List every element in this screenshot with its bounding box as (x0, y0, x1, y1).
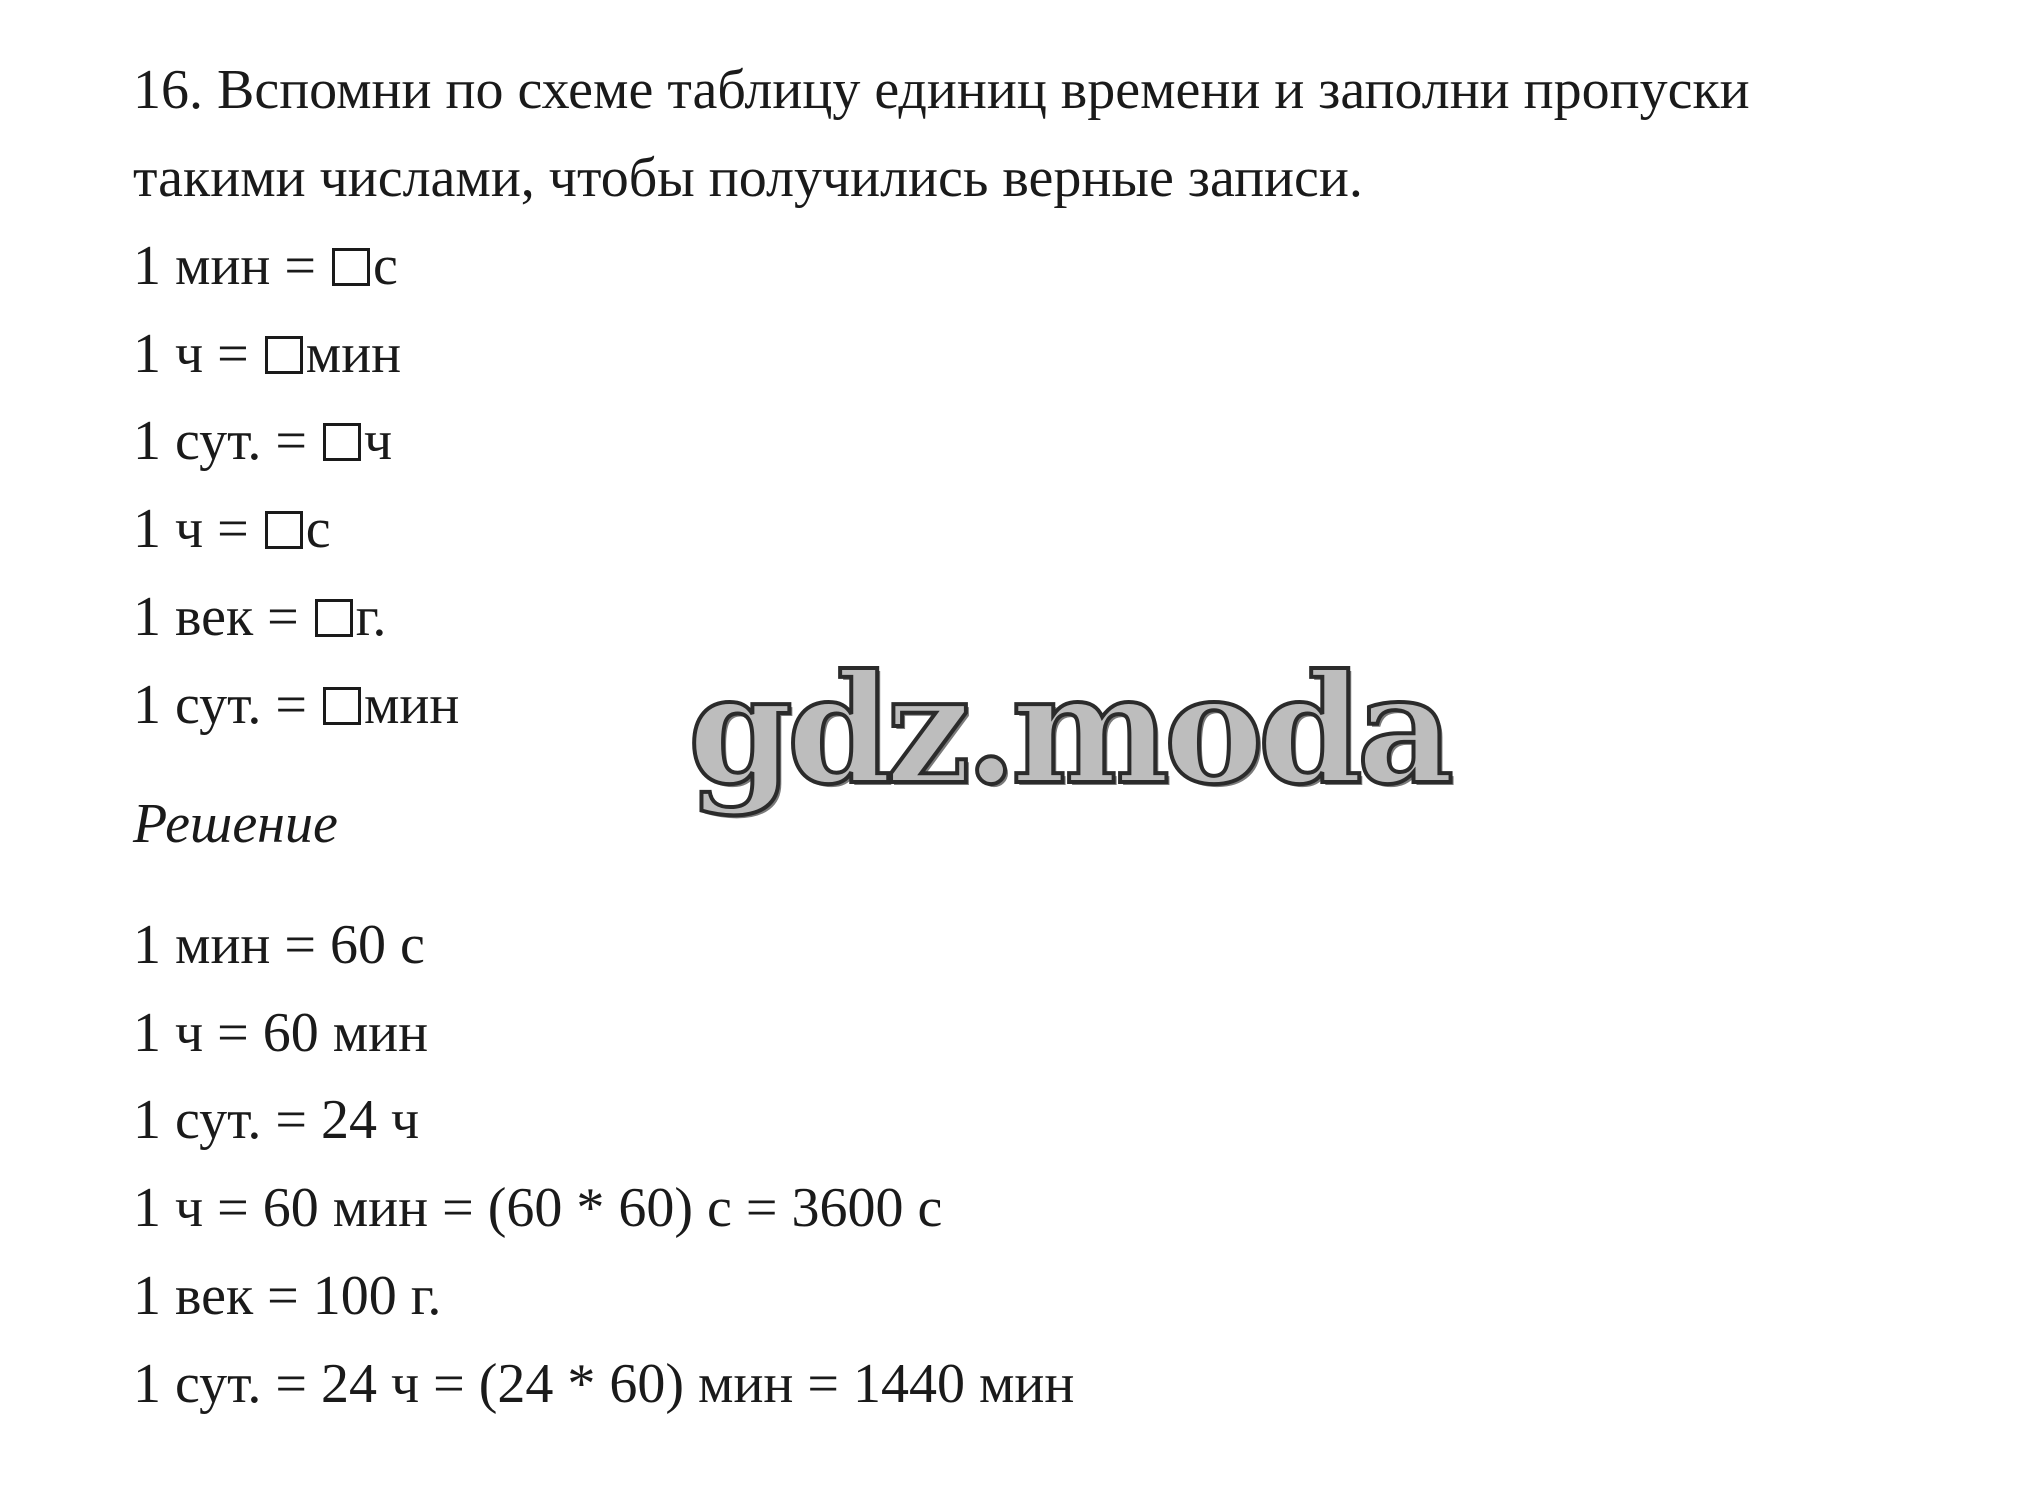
equation-unit: с (305, 498, 331, 560)
solution-heading: Решение (133, 793, 338, 855)
blank-equation (133, 498, 331, 560)
blank-equation (133, 323, 402, 385)
equation-left: 1 мин = (133, 235, 330, 297)
equation-unit: мин (305, 323, 402, 385)
equation-unit: с (372, 235, 398, 297)
watermark-logo: gdz.moda (688, 642, 1449, 818)
equation-left: 1 сут. = (133, 410, 321, 472)
blank-equation (133, 586, 387, 648)
answer-box (323, 687, 361, 725)
blank-equation (133, 235, 398, 297)
solution-line: 1 сут. = 24 ч = (24 * 60) мин = 1440 мин (133, 1353, 1075, 1415)
answer-box (332, 248, 370, 286)
equation-left: 1 ч = (133, 498, 263, 560)
answer-box (265, 511, 303, 549)
solution-line: 1 сут. = 24 ч (133, 1089, 420, 1151)
answer-box (315, 599, 353, 637)
equation-unit: мин (363, 674, 460, 736)
solution-line: 1 век = 100 г. (133, 1265, 442, 1327)
answer-box (265, 336, 303, 374)
equation-left: 1 ч = (133, 323, 263, 385)
solution-line: 1 ч = 60 мин = (60 * 60) с = 3600 с (133, 1177, 943, 1239)
equation-unit: г. (355, 586, 387, 648)
task-text-line-2: такими числами, чтобы получились верные записи. (133, 147, 1363, 209)
answer-box (323, 423, 361, 461)
solution-line: 1 мин = 60 с (133, 914, 425, 976)
equation-unit: ч (363, 410, 393, 472)
blank-equation (133, 674, 460, 736)
equation-left: 1 век = (133, 586, 313, 648)
task-text-line-1: 16. Вспомни по схеме таблицу единиц времени и заполни пропуски (133, 59, 1750, 121)
solution-line: 1 ч = 60 мин (133, 1002, 429, 1064)
equation-left: 1 сут. = (133, 674, 321, 736)
blank-equation (133, 410, 393, 472)
